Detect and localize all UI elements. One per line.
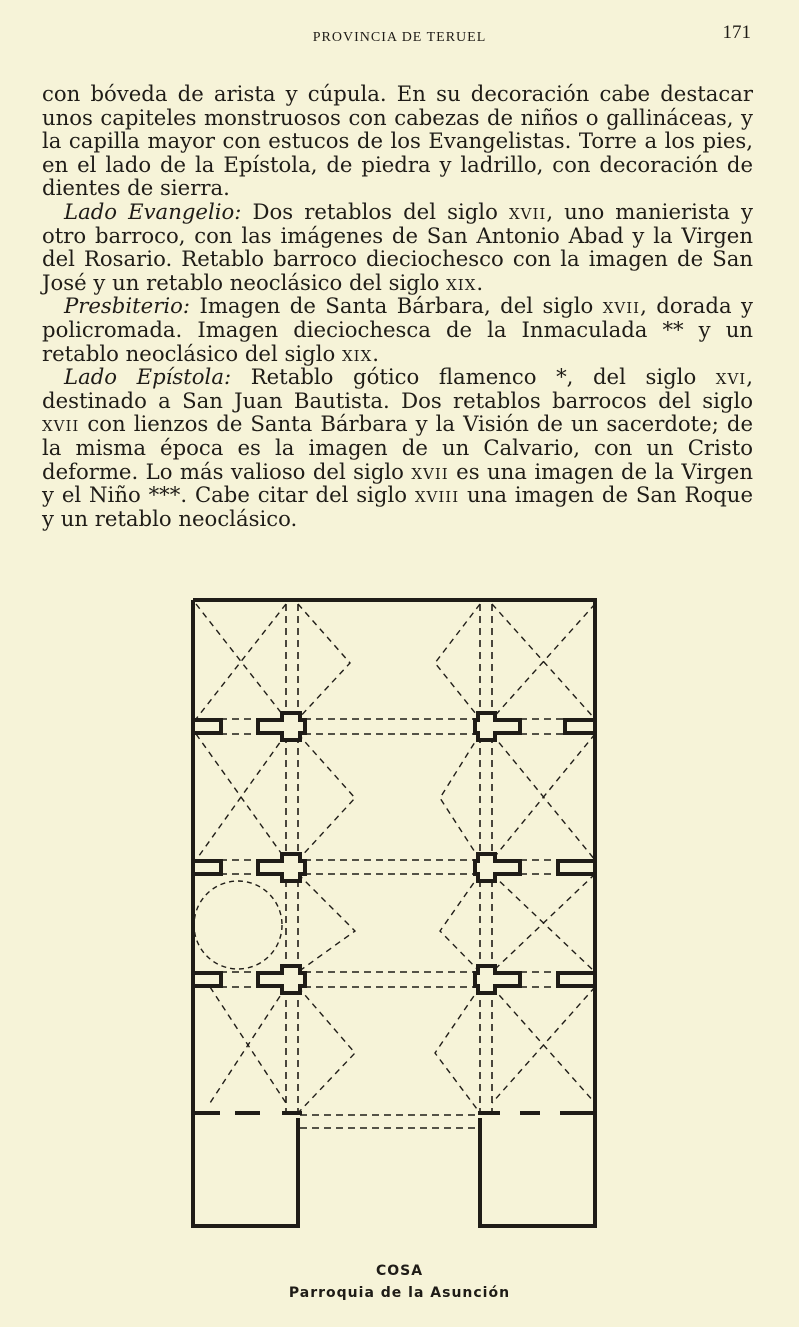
text-run: , uno manierista y otro barroco, con las imágenes de San Antonio Abad y la Virgen del Rosario. Retablo barroco dieciochesco con la imagen de San José y un retablo neoclásico del siglo xyxy=(42,198,753,295)
paragraph-2-label: Lado Evangelio: xyxy=(64,198,242,224)
text-run: . xyxy=(372,340,380,366)
paragraph-3-label: Presbiterio: xyxy=(64,293,190,319)
century-numeral: xviii xyxy=(414,482,460,508)
century-numeral: xvii xyxy=(42,411,80,437)
text-run: , dorada y policromada. Imagen dieciochesca de la Inmaculada ** y un retablo neoclásico del siglo xyxy=(42,293,754,366)
text-run: es una imagen de la Virgen y el Niño ***. Cabe citar del siglo xyxy=(42,458,753,508)
caption-subtitle: Parroquia de la Asunción xyxy=(288,1285,511,1301)
outer-walls xyxy=(193,600,595,1226)
century-numeral: xvi xyxy=(715,364,747,390)
transverse-arches xyxy=(220,719,565,1128)
body-text xyxy=(42,82,753,530)
dome-outline xyxy=(194,881,282,969)
century-numeral: xvii xyxy=(411,458,449,484)
century-numeral: xvii xyxy=(508,198,547,224)
century-numeral: xix xyxy=(341,340,373,366)
paragraph-4 xyxy=(42,365,753,530)
page-header xyxy=(0,22,799,52)
century-numeral: xix xyxy=(446,269,477,295)
text-run: . xyxy=(476,269,484,295)
figure-caption xyxy=(0,1263,799,1301)
vault-diagonals xyxy=(196,604,595,1113)
text-run: Imagen de Santa Bárbara, del siglo xyxy=(190,293,603,319)
paragraph-3 xyxy=(42,294,753,365)
text-run: Retablo gótico flamenco *, del siglo xyxy=(231,364,716,390)
text-run: , destinado a San Juan Bautista. Dos retablos barrocos del siglo xyxy=(42,364,753,413)
paragraph-1: con bóveda de arista y cúpula. En su decoración cabe destacar unos capiteles monstruosos con cabezas de niños o gallináceas, y la capilla mayor con estucos de los Evangelistas. Torre a los pies, en el lado de la Epístola, de piedra y ladrillo, con decoración de dientes de sierra. xyxy=(42,81,753,201)
text-run: una imagen de San Roque y un retablo neoclásico. xyxy=(42,482,753,531)
caption-title: COSA xyxy=(375,1263,424,1279)
century-numeral: xvii xyxy=(602,293,641,319)
longitudinal-arches xyxy=(286,604,492,1113)
text-run: con lienzos de Santa Bárbara y la Visión de un sacerdote; de la misma época es la imagen de un Calvario, con un Cristo deforme. Lo más valioso del siglo xyxy=(42,411,753,484)
text-run: Dos retablos del siglo xyxy=(241,198,509,224)
paragraph-4-label: Lado Epístola: xyxy=(64,364,232,390)
piers xyxy=(193,713,595,993)
running-title: PROVINCIA DE TERUEL xyxy=(312,30,487,45)
paragraph-2 xyxy=(42,200,753,294)
floor-plan-drawing xyxy=(190,598,600,1238)
page-number: 171 xyxy=(722,22,751,43)
